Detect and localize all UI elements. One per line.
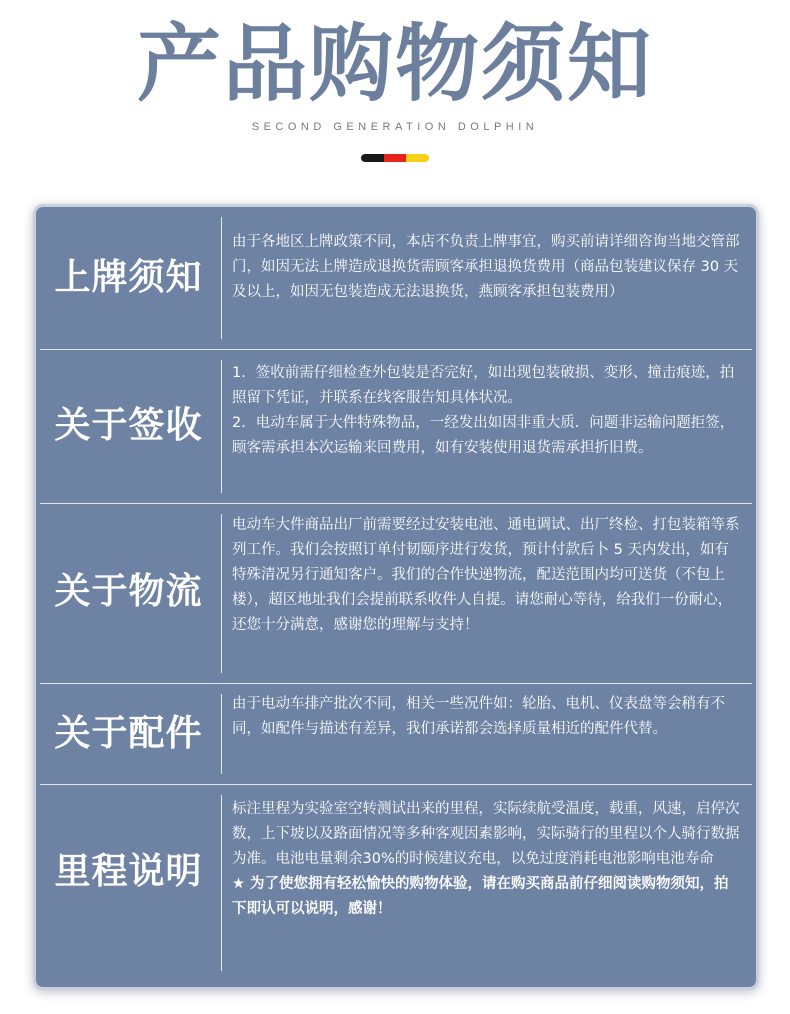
flag-yellow-segment <box>406 154 429 162</box>
section-paragraph: 标注里程为实验室空转测试出来的里程，实际续航受温度，载重，风速，启停次数，上下坡以及路面情况等多种客观因素影响，实际骑行的里程以个人骑行数据为准。电池电量剩余30%的时候建议充电，以免过度消耗电池影响电池寿命 <box>232 801 740 867</box>
section-paragraph: 由于电动车排产批次不同，相关一些况件如：轮胎、电机、仪表盘等会稍有不同，如配件与描述有差异，我们承诺都会选择质量相近的配件代替。 <box>232 696 725 737</box>
section-heading: 里程说明 <box>54 851 203 892</box>
vertical-divider <box>221 795 222 971</box>
section-paragraph: 1．签收前需仔细检查外包装是否完好，如出现包装破损、变形、撞击痕迹，拍照留下凭证，并联系在线客服告知具体状况。 <box>232 365 735 406</box>
section-body <box>232 230 742 305</box>
section-heading: 关于物流 <box>54 571 203 612</box>
section-parts <box>36 684 756 784</box>
page-header <box>0 0 790 190</box>
tricolor-flag-bar <box>361 154 429 162</box>
vertical-divider <box>221 694 222 774</box>
flag-red-segment <box>384 154 407 162</box>
section-body <box>232 692 742 742</box>
section-heading: 关于签收 <box>54 405 203 446</box>
section-mileage <box>36 785 756 987</box>
page-subtitle: SECOND GENERATION DOLPHIN <box>251 121 539 133</box>
section-license-plate <box>36 207 756 349</box>
section-body <box>232 797 742 922</box>
page-title: 产品购物须知 <box>136 15 653 113</box>
section-body <box>232 513 742 638</box>
vertical-divider <box>221 217 222 339</box>
shopping-notice-panel <box>33 204 759 990</box>
section-paragraph: 由于各地区上牌政策不同，本店不负责上牌事宜，购买前请详细咨询当地交管部门，如因无法上牌造成退换货需顾客承担退换货费用（商品包装建议保存 30 天及以上，如因无包装造成无法退换货，燕顾客承担包装费用） <box>232 234 740 300</box>
section-logistics <box>36 504 756 683</box>
flag-black-segment <box>361 154 384 162</box>
vertical-divider <box>221 514 222 673</box>
section-heading: 关于配件 <box>54 713 203 754</box>
section-paragraph: 2．电动车属于大件特殊物品，一经发出如因非重大质．问题非运输问题拒签，顾客需承担本次运输来回费用，如有安装使用退货需承担折旧费。 <box>232 415 735 456</box>
shopping-notice-reminder: ★ 为了使您拥有轻松愉快的购物体验，请在购买商品前仔细阅读购物须知，拍下即认可以说明，感谢！ <box>232 876 729 917</box>
section-signing <box>36 350 756 503</box>
vertical-divider <box>221 360 222 493</box>
section-heading: 上牌须知 <box>54 257 203 298</box>
section-body <box>232 361 742 461</box>
section-paragraph: 电动车大件商品出厂前需要经过安装电池、通电调试、出厂终检、打包装箱等系列工作。我们会按照订单付韧颐序进行发货，预计付款后卜 5 天内发出，如有特殊清况另行通知客户。我们的合作快递物流，配送范围内均可送货（不包上楼），超区地址我们会提前联系收件人自提。请您耐心等待，给我们一份耐心，还您十分满意，感谢您的理解与支持！ <box>232 517 740 633</box>
